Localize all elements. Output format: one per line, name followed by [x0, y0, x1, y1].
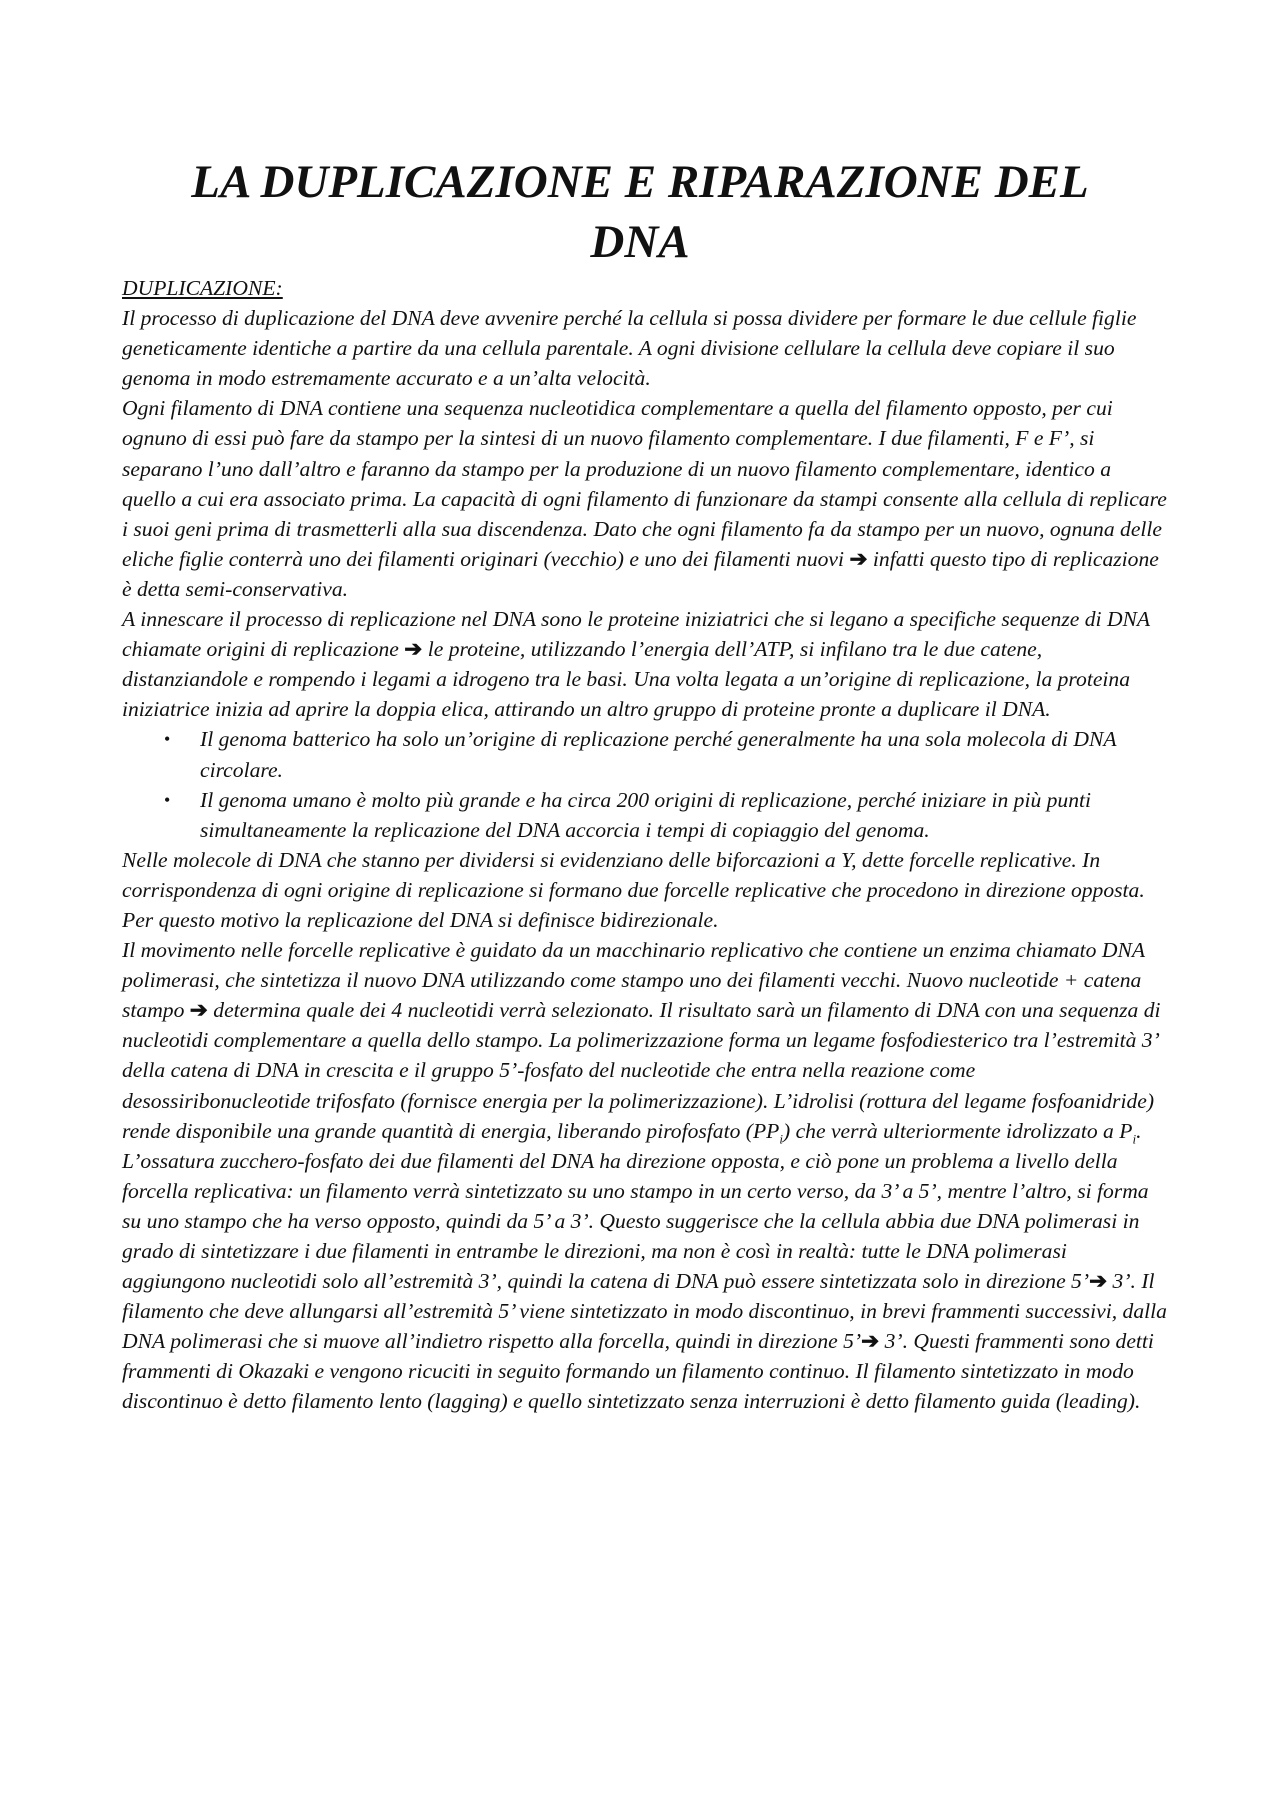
- list-item: [122, 785, 1168, 845]
- paragraph-leading-lagging: [122, 1146, 1168, 1417]
- arrow-icon: ➔: [861, 1329, 880, 1354]
- subscript: i: [1132, 1130, 1137, 1146]
- paragraph-text: infatti questo tipo di replicazione è detta semi-conservativa.: [122, 546, 1159, 601]
- paragraph-intro: Il processo di duplicazione del DNA deve avvenire perché la cellula si possa dividere per formare le due cellule figlie geneticamente identiche a partire da una cellula parentale. A ogni divisione cellulare la cellula deve copiare il suo genoma in modo estremamente accurato e a un’alta velocità.: [122, 306, 1137, 391]
- document-body: [122, 273, 1168, 1417]
- paragraph-text: Il movimento nelle forcelle replicative è guidato da un macchinario replicativo che contiene un enzima chiamato DNA polimerasi, che sintetizza il nuovo DNA utilizzando come stampo uno dei filamenti vecchi. Nuovo nucleotide + catena stampo: [122, 938, 1145, 1023]
- paragraph-initiator-proteins: [122, 604, 1168, 724]
- paragraph-dna-polymerase: [122, 935, 1168, 1146]
- bullet-list: [122, 724, 1168, 844]
- paragraph-text: 3’. Il filamento che deve allungarsi all’estremità 5’ viene sintetizzato in modo discontinuo, in brevi frammenti successivi, dalla DNA polimerasi che si muove all’indietro rispetto alla forcella, quindi in direzione 5’: [122, 1269, 1167, 1354]
- list-item: [122, 724, 1168, 784]
- paragraph-replication-forks: Nelle molecole di DNA che stanno per dividersi si evidenziano delle biforcazioni a Y, dette forcelle replicative. In corrispondenza di ogni origine di replicazione si formano due forcelle replicative che procedono in direzione opposta. Per questo motivo la replicazione del DNA si definisce bidirezionale.: [122, 847, 1145, 932]
- arrow-icon: ➔: [189, 998, 208, 1023]
- list-item-text: Il genoma umano è molto più grande e ha circa 200 origini di replicazione, perché iniziare in più punti simultaneamente la replicazione del DNA accorcia i tempi di copiaggio del genoma.: [200, 787, 1092, 842]
- subscript: i: [779, 1130, 783, 1146]
- arrow-icon: ➔: [849, 546, 868, 571]
- paragraph-text: determina quale dei 4 nucleotidi verrà selezionato. Il risultato sarà un filamento di DNA con una sequenza di nucleotidi complementare a quella dello stampo. La polimerizzazione forma un legame fosfodiesterico tra l’estremità 3’ della catena di DNA in crescita e il gruppo 5’-fosfato del nucleotide che entra nella reazione come desossiribonucleotide trifosfato (fornisce energia per la polimerizzazione). L’idrolisi (rottura del legame fosfoanidride) rende disponibile una grande quantità di energia, liberando pirofosfato (PP: [122, 998, 1161, 1143]
- paragraph-semiconservative: [122, 393, 1168, 604]
- page-title: LA DUPLICAZIONE E RIPARAZIONE DEL DNA: [191, 156, 1089, 268]
- paragraph-text: Ogni filamento di DNA contiene una sequenza nucleotidica complementare a quella del filamento opposto, per cui ognuno di essi può fare da stampo per la sintesi di un nuovo filamento complementare. I due filamenti, F e F’, si separano l’uno dall’altro e faranno da stampo per la produzione di un nuovo filamento complementare, identico a quello a cui era associato prima. La capacità di ogni filamento di funzionare da stampi consente alla cellula di replicare i suoi geni prima di trasmetterli alla sua discendenza. Dato che ogni filamento fa da stampo per un nuovo, ognuna delle eliche figlie conterrà uno dei filamenti originari (vecchio) e uno dei filamenti nuovi: [122, 396, 1167, 571]
- paragraph-text: A innescare il processo di replicazione nel DNA sono le proteine iniziatrici che si legano a specifiche sequenze di DNA chiamate origini di replicazione: [122, 607, 1150, 662]
- section-heading-duplicazione: DUPLICAZIONE:: [122, 276, 283, 300]
- paragraph-text: le proteine, utilizzando l’energia dell’ATP, si infilano tra le due catene, distanziandole e rompendo i legami a idrogeno tra le basi. Una volta legata a un’origine di replicazione, la proteina iniziatrice inizia ad aprire la doppia elica, attirando un altro gruppo di proteine pronte a duplicare il DNA.: [122, 637, 1131, 722]
- paragraph-text: .: [1136, 1118, 1142, 1143]
- bullet-icon: •: [164, 789, 171, 810]
- paragraph-text: ) che verrà ulteriormente idrolizzato a P: [782, 1118, 1133, 1143]
- paragraph-text: L’ossatura zucchero-fosfato dei due filamenti del DNA ha direzione opposta, e ciò pone un problema a livello della forcella replicativa: un filamento verrà sintetizzato su uno stampo in un certo verso, da 3’ a 5’, mentre l’altro, si forma su uno stampo che ha verso opposto, quindi da 5’ a 3’. Questo suggerisce che la cellula abbia due DNA polimerasi in grado di sintetizzare i due filamenti in entrambe le direzioni, ma non è così in realtà: tutte le DNA polimerasi aggiungono nucleotidi solo all’estremità 3’, quindi la catena di DNA può essere sintetizzata solo in direzione 5’: [122, 1148, 1149, 1294]
- arrow-icon: ➔: [404, 637, 423, 662]
- list-item-text: Il genoma batterico ha solo un’origine di replicazione perché generalmente ha una sola molecola di DNA circolare.: [200, 727, 1117, 782]
- bullet-icon: •: [164, 729, 171, 750]
- paragraph-text: 3’. Questi frammenti sono detti frammenti di Okazaki e vengono ricuciti in seguito formando un filamento continuo. Il filamento sintetizzato in modo discontinuo è detto filamento lento (lagging) e quello sintetizzato senza interruzioni è detto filamento guida (leading).: [122, 1329, 1154, 1414]
- arrow-icon: ➔: [1089, 1269, 1108, 1294]
